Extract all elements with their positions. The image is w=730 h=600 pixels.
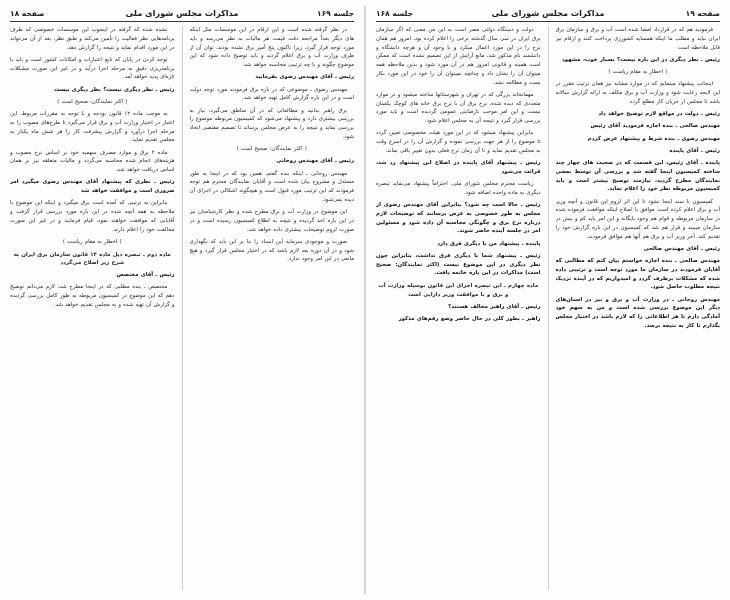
paragraph: ریاست محترم مجلس شورای ملی، احتراماً پیشنهاد می‌نماید تبصره دیگری به ماده واحده اضافه شود. <box>376 181 541 196</box>
column-divider <box>182 26 183 590</box>
paragraph: بنابراین به ترتیبی که آمده است برق میگیرد و اینکه این موضوع با ملاحظه به همه آنچه شده در این باره مورد بررسی قرار گرفت و آقایانی که موافقت خواهند نمود، قیام فرمایند و در غیر این صورت مخالفت خود را اعلام دارند. <box>10 200 175 233</box>
speaker-line: رئیس ـ آقای مهندس روحانی <box>276 158 354 165</box>
speaker-line: مهندس روحانی ـ در وزارت آب و برق و نیز در استان‌های دیگر این موضوع بررسی شده است و من به سهم خود آمادگی دارم تا هر اطلاعاتی را که لازم باشد در اختیار مجلس بگذارم تا کار به نتیجه برسد. <box>555 296 720 329</box>
speaker-line: پاینده ـ آقای رئیس، این قسمت که در صحبت های چهار چند ساخته کمیسیون اینجا گفته شد و بررسی آن توسط بعضی نمایندگان مطرح گردید، نیازمند توضیح بیشتر است و باید کمیسیون مربوطه نظر خود را اعلام نماید. <box>555 160 720 193</box>
speaker-line: پاینده ـ پیشنهاد من با دیگری فرق دارد <box>437 240 541 247</box>
speaker-line: رئیس ـ آقای پاینده <box>669 147 720 154</box>
document-title: مذاکرات مجلس شورای ملی <box>491 8 605 18</box>
paragraph: به موجب ماده ۱۲ قانون بودجه و با توجه به مقررات مربوط، این اعتبار در اختیار وزارت آب و برق قرار می‌گیرد تا طرح‌های مصوب را به مرحله اجرا درآورد و گزارش پیشرفت کار را هر شش ماه یکبار به مجلس تقدیم نماید. <box>10 111 175 144</box>
speaker-line: رئیس ـ نظری که پیشنهاد آقای مهندس رضوی میگیرد امر ضروری است و موافقت خواهد شد <box>10 179 175 194</box>
speaker-line: رئیس ـ آقای مهندس صالحی <box>643 245 720 252</box>
session-label: جلسه ۱۶۸ <box>376 8 413 18</box>
document-page-right <box>366 0 730 600</box>
document-page-left <box>0 0 364 600</box>
paragraph: ماده ۲ برق و موارد مصرف سهمیه خود بر اساس نرخ مصوب و هزینه‌های انجام شده محاسبه می‌گردد و مالیات متعلقه نیز بر همان اساس دریافت خواهد شد. <box>10 149 175 173</box>
column-left-outer <box>10 26 175 590</box>
speaker-line: رئیس ـ آقای مهندس رضوی بفرمایید <box>255 74 354 81</box>
paragraph: توجه کردن در پایان که تابع اعتبارات و امکانات کشور است و باید با برنامه‌ریزی دقیق به مرحله اجرا درآید و در غیر این صورت مشکلات تازه‌ای پدید خواهد آمد. <box>10 56 175 81</box>
speaker-line: راهبر ـ بطور کلی در حال حاضر وضع رقم‌های مذکور <box>398 315 541 322</box>
column-divider <box>548 26 549 590</box>
paragraph: دولت و دستگاه دولتی مصر است به این من معنی که اگر سازمان برق ایران در سی سال گذشته نرخی را اعلام کرده بود، امروز هم همان نرخ را در این مورد اعمال میکرد و با وجود آن و هرچه دانشگاه و دانشمند نام مذکور شد، مانع آرایش از این تصمیم نشده است که ممکن است همینه و قانونی امروز هم در آن مورد شود و بدین ملاحظه همه میتوان آن را نشان داد و چنانچه نمیتوان آن را خود در این مورد بکار بست و مطالعه نشد. <box>376 27 541 86</box>
paragraph: مهندس رضوی ـ موضوعی که در باره برق فرمودند مورد توجه دولت است و در این باره گزارش کامل تهیه خواهد شد. <box>189 86 354 102</box>
article-heading: ماده دوم ـ تبصره ذیل ماده ۱۴ قانون سازمان برق ایران به شرح زیر اصلاح می‌گردد <box>13 251 171 267</box>
paragraph: کمیسیون با سند اینجا نشود تا این اثر لزوم این قانون و آنچه وزیر آب و برق اعلام کرده است موافق با اصلاح اینکه موافقت فرموده شده در سازمان مربوطه و قوام هم وجود بایگانه و این امر باید کم و بیش در سازمان میبیند و قرار هم شد که کمیسیون در این باره گزارش خود را تقدیم کند، آخر وزیر آب و برق هم آنها هم موافق فرمودند. <box>555 198 720 240</box>
page-gutter <box>364 6 366 594</box>
paragraph: مهندس روحانی ـ اینکه بنده گفتم، همین بود که در اینجا به طور مستدل و مشروح بیان شده است و آقایان نمایندگان محترم هم توجه فرمودند که این ترتیب مورد قبول است و هیچگونه اشکالی در اجرای آن دیده نمی‌شود. <box>189 170 354 203</box>
inline-note: ( اخطار به مقام ریاست ) <box>608 69 668 75</box>
column-right-inner <box>556 26 721 590</box>
page-header-left <box>10 8 354 22</box>
page-number-label: صفحه ۱۸ <box>10 8 45 18</box>
speaker-line: رئیس ـ آقای مختصص <box>116 272 175 278</box>
inline-note: ( اکثر نمایندگان: صحیح است ) <box>57 98 128 105</box>
paragraph: در نظر گرفته شده است و این ارقام در این موسسات مثل اینکه های دیگر بعداً مراجعه دقت قیمت هر مالیات به نظر می‌رسد و باید مورد توجه قرار گیرد، زیرا تاکنون پنج آمپر برق نشده بودند، توان آن از طرف وزارت آب و برق اعلام گردید و باید توضیح داده شود که این موضوع چگونه و با چه ترتیبی محاسبه خواهد شد. <box>189 27 354 68</box>
speaker-line: رئیس ـ دولت در مواقع لازم توضیح خواهد داد <box>598 111 720 117</box>
column-right-outer <box>376 26 541 590</box>
speaker-line: مهندس رضوی ـ بنده شرط و پیشنهاد عرض کردم <box>587 135 720 142</box>
paragraph: اینجانب پیشنهاد مینمایم که در موارد مشابه نیز همان ترتیب مقرر در این لایحه رعایت شود و وزارت آب و برق مکلف به ارائه گزارش سالانه باشد تا مجلس از جریان کار مطلع گردد. <box>555 81 720 105</box>
page-columns-right <box>376 26 720 590</box>
paragraph: بنابراین پیشنهاد میشود که در این مورد هیئت مخصوصی تعیین گردد تا موضوع را از هر جهت بررسی نموده و گزارش آن را در اسرع وقت به مجلس تقدیم نماید و تا آن زمان نرخ فعلی بدون تغییر باقی بماند. <box>376 130 541 154</box>
speaker-line: رئیس ـ پیشنهاد آقای پاینده در اصلاح این پیشنهاد رد شد، قرائت می‌شود <box>376 160 541 175</box>
page-number-label: صفحه ۱۹ <box>685 8 720 18</box>
paragraph: صورت و موجودی سرمایه این اسناد را بنا بر این باید که نگهداری شود و در آن دوره بعد لازم باشد که در اختیار مجلس قرار گیرد و هیچ مانعی در این امر وجود ندارد. <box>189 238 354 263</box>
inline-note: ( اخطار به مقام ریاست ) <box>62 238 122 245</box>
speaker-line: رئیس ـ آقای راهبر مخالف هستند؟ <box>448 303 541 310</box>
column-left-inner <box>190 26 355 590</box>
speaker-line: رئیس ـ نظر دیگری نیست؟ نظر دیگری نیست <box>54 86 175 93</box>
paragraph: مختصص ـ بنده مطلبی که در اینجا مطرح شد، لازم می‌دانم توضیح دهم که این موضوع در کمیسیون مربوطه به طور کامل بررسی گردیده و گزارش آن تهیه شده و به مجلس تقدیم خواهد شد. <box>10 284 175 308</box>
inline-note: ( اکثر نمایندگان: صحیح است ) <box>236 146 307 152</box>
speaker-line: رئیس ـ پیشنهاد شما با دیگری فرق نداشت، بنابراین چون نظر دیگری در این موضوع نیست (اکثر نمایندگان: صحیح است) مذاکرات در این باره خاتمه یافت. <box>376 252 541 277</box>
paragraph: این موضوع در وزارت آب و برق مطرح شده و نظر کارشناسان نیز در این باره اخذ گردیده و نتیجه به اطلاع کمیسیون رسیده است و در صورت لزوم توضیحات بیشتری داده خواهد شد. <box>189 209 354 233</box>
paragraph: نشده شده که گرفته در اینجوب این موسسات خصوصی که طرف برنامه‌هایی نظر فعالیت را تأمین می‌کند و طبق نظر، بعد از آن می‌تواند در این مورد اقدام نماید و نتیجه را گزارش دهد. <box>10 27 175 51</box>
speaker-line: مهندس صالحی ـ بنده اجازه فرمودید آقای رئیس <box>590 123 720 130</box>
page-columns-left <box>10 26 354 590</box>
paragraph: فرمودید هم که در قرارداد امضا شده است آب و برق و سازمان برق ایران نباید و مطلب ما اینکه همسایه کشورزی پرداخت کنند و ارقام نیز قابل ملاحظه است <box>555 27 720 51</box>
speaker-line: رئیس ـ نظر دیگری در این باره نیست؟ بسیار خوب، مشهود <box>562 56 720 63</box>
session-label: جلسه ۱۶۹ <box>317 8 354 18</box>
paragraph: مهمانخانه بزرگی که در تهران و شهرستانها ساخته میشود و در موارد متعددی که دیده شده، نرخ برق آن با نرخ برق خانه های کوچک یکسان نیست و این امر موجب نارضایتی عمومی گردیده است و باید مورد بررسی قرار گیرد و نتیجه آن به مجلس اعلام شود. <box>376 91 541 124</box>
paragraph: برق راهبر بدانید و مطالعاتی که در آن مناطق می‌گیرد، نیاز به بررسی بیشتری دارد و پیشنهاد می‌شود که کمیسیون مربوطه موضوع را بررسی نماید و نتیجه را به عرض مجلس برساند تا تصمیم مقتضی اتخاذ شود. <box>189 107 354 140</box>
speaker-line: رئیس ـ حالا است چه شود؟ بنابراین آقای مهندس رضوی از مجلس به طور خصوصی به عرض برسانند که توضیحات لازم درباره نرخ برق و چگونگی محاسبه آن داده شود و مسئولین امر در جلسه آینده حاضر شوند. <box>376 202 541 235</box>
speaker-line: مهندس صالحی ـ بنده اجازه خواستم بیان کنم که مطالبی که آقایان فرمودند در سازمان ما مورد توجه است و ترتیبی داده شده که مشکلات برطرف گردد و امیدواریم که در آینده نزدیک نتیجه مطلوب حاصل شود. <box>555 258 720 291</box>
page-header-right <box>376 8 720 22</box>
document-title: مذاکرات مجلس شورای ملی <box>125 8 239 18</box>
article-heading: ماده چهارم ـ این تبصره اجرای این قانون بوسیله وزارت آب و برق و با موافقت وزیر دارایی است <box>378 283 539 298</box>
